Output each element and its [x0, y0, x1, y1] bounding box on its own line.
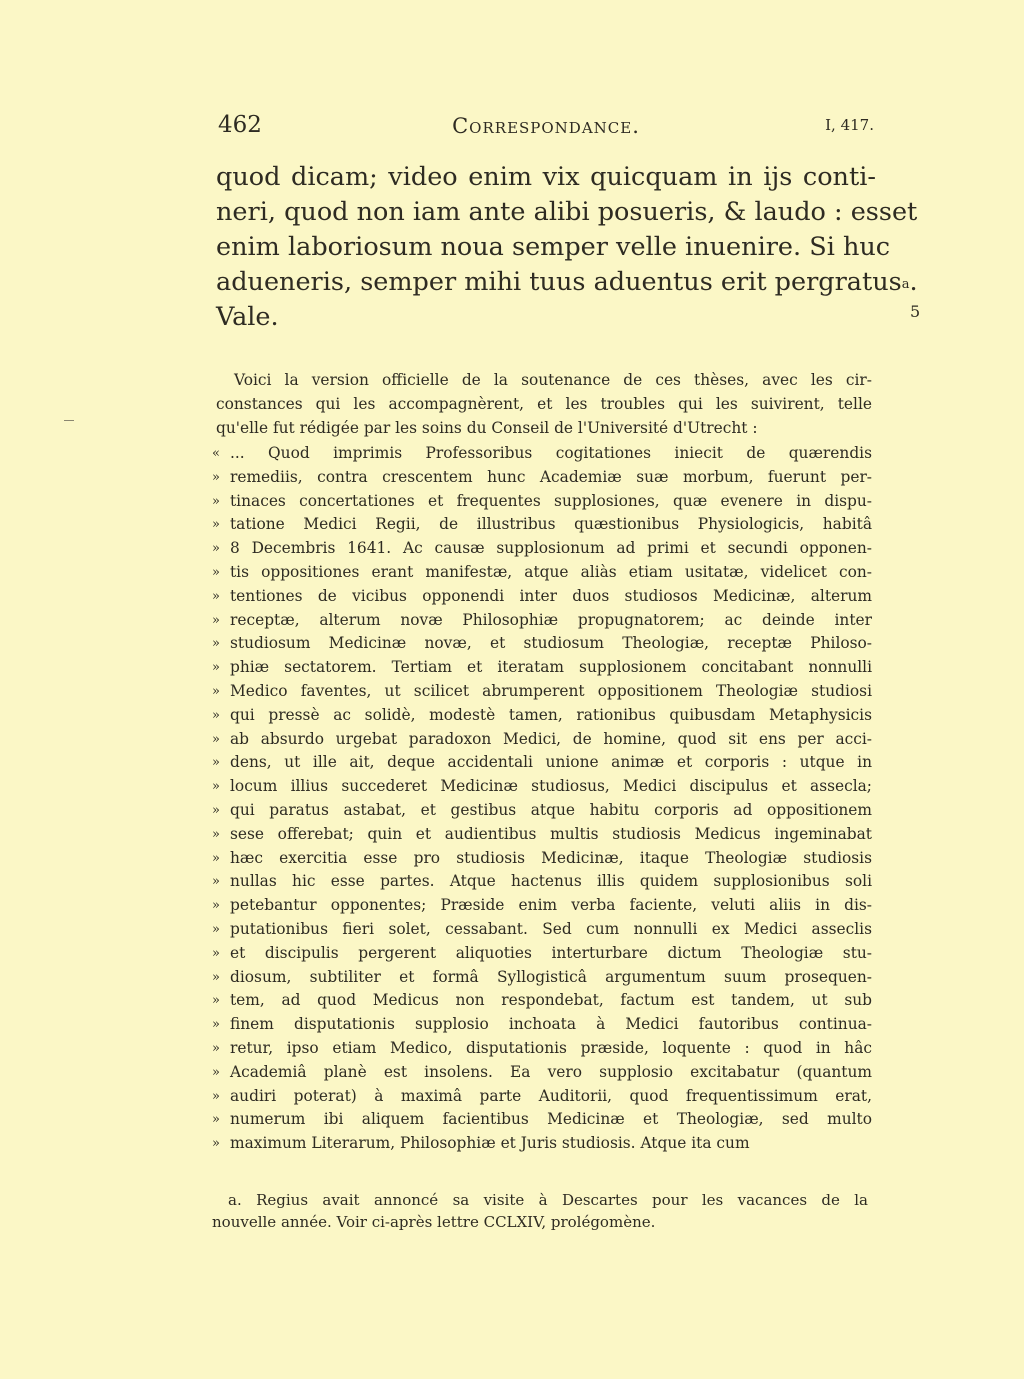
quote-line: remediis, contra crescentem hunc Academiæ suæ morbum, fuerunt per- — [230, 467, 872, 486]
quote-line: diosum, subtiliter et formâ Syllogisticâ argumentum suum prosequen- — [230, 967, 872, 986]
quote-line: receptæ, alterum novæ Philosophiæ propugnatorem; ac deinde inter — [230, 610, 872, 629]
quote-line: petebantur opponentes; Præside enim verba faciente, veluti aliis in dis- — [230, 896, 872, 915]
quote-line: qui pressè ac solidè, modestè tamen, rationibus quibusdam Metaphysicis — [230, 705, 872, 724]
quote-mark: » — [212, 802, 220, 818]
letter-text — [216, 160, 918, 335]
quote-mark: » — [212, 826, 220, 842]
quote-row — [212, 894, 872, 918]
quote-line: et discipulis pergerent aliquoties interturbare dictum Theologiæ stu- — [230, 943, 872, 962]
quote-row — [212, 1132, 872, 1156]
quote-mark: » — [212, 850, 220, 866]
quote-row — [212, 513, 872, 537]
quote-row — [212, 942, 872, 966]
page-number: 462 — [218, 112, 262, 138]
quote-row — [212, 870, 872, 894]
quote-line: nullas hic esse partes. Atque hactenus illis quidem supplosionibus soli — [230, 872, 872, 891]
quote-mark: » — [212, 493, 220, 509]
quote-row — [212, 466, 872, 490]
quote-row — [212, 1061, 872, 1085]
letter-line: enim laboriosum noua semper velle inuenire. Si huc — [216, 232, 891, 262]
quote-row — [212, 490, 872, 514]
quote-row — [212, 537, 872, 561]
quote-line: qui paratus astabat, et gestibus atque habitu corporis ad oppositionem — [230, 800, 872, 819]
letter-line: neri, quod non iam ante alibi posueris, & laudo : esset — [216, 197, 918, 227]
margin-line-number: 5 — [910, 302, 921, 321]
quote-line: studiosum Medicinæ novæ, et studiosum Theologiæ, receptæ Philoso- — [230, 634, 872, 653]
quote-mark: » — [212, 755, 220, 771]
quote-row — [212, 728, 872, 752]
quote-line: tem, ad quod Medicus non respondebat, factum est tandem, ut sub — [230, 991, 872, 1010]
quote-mark: » — [212, 921, 220, 937]
quote-line: Medico faventes, ut scilicet abrumperent oppositionem Theologiæ studiosi — [230, 681, 872, 700]
quote-row — [212, 656, 872, 680]
running-title: Correspondance. — [452, 114, 640, 138]
quote-mark: » — [212, 1040, 220, 1056]
quote-line: retur, ipso etiam Medico, disputationis præside, loquente : quod in hâc — [230, 1038, 872, 1057]
quote-mark: » — [212, 683, 220, 699]
quote-line: dens, ut ille ait, deque accidentali unione animæ et corporis : utque in — [230, 753, 872, 772]
quote-line: putationibus fieri solet, cessabant. Sed cum nonnulli ex Medici asseclis — [230, 919, 872, 938]
letter-line-punct: . — [909, 267, 918, 297]
quote-mark: » — [212, 993, 220, 1009]
quote-row — [212, 775, 872, 799]
quote-mark: » — [212, 969, 220, 985]
quote-mark: » — [212, 1064, 220, 1080]
quote-mark: » — [212, 874, 220, 890]
quote-mark: » — [212, 588, 220, 604]
quote-line: tatione Medici Regii, de illustribus quæstionibus Physiologicis, habitâ — [230, 515, 872, 534]
quoted-document — [212, 442, 872, 1156]
letter-line-text: adueneris, semper mihi tuus aduentus erit pergratus — [216, 267, 902, 297]
editor-commentary — [216, 368, 872, 440]
quote-mark: » — [212, 660, 220, 676]
quote-row — [212, 799, 872, 823]
quote-mark: » — [212, 1112, 220, 1128]
quote-row — [212, 918, 872, 942]
quote-row — [212, 966, 872, 990]
quote-row — [212, 632, 872, 656]
quote-line: hæc exercitia esse pro studiosis Medicinæ, itaque Theologiæ studiosis — [230, 848, 872, 867]
quote-mark: » — [212, 898, 220, 914]
letter-line — [216, 265, 918, 300]
commentary-line: qu'elle fut rédigée par les soins du Conseil de l'Université d'Utrecht : — [216, 419, 758, 437]
quote-mark: » — [212, 1088, 220, 1104]
quote-row — [212, 442, 872, 466]
quote-row — [212, 585, 872, 609]
quote-mark: » — [212, 469, 220, 485]
volume-reference: I, 417. — [825, 116, 874, 134]
quote-line: 8 Decembris 1641. Ac causæ supplosionum ad primi et secundi opponen- — [230, 539, 872, 558]
footnote-marker[interactable]: a — [901, 277, 910, 292]
quote-line: numerum ibi aliquem facientibus Medicinæ et Theologiæ, sed multo — [230, 1110, 872, 1129]
footnote-line: a. Regius avait annoncé sa visite à Descartes pour les vacances de la — [228, 1191, 868, 1209]
quote-mark: » — [212, 779, 220, 795]
quote-mark: « — [212, 446, 220, 461]
quote-line: maximum Literarum, Philosophiæ et Juris studiosis. Atque ita cum — [230, 1134, 750, 1153]
quote-row — [212, 704, 872, 728]
letter-line: quod dicam; video enim vix quicquam in ijs conti- — [216, 162, 876, 192]
running-header — [218, 112, 874, 144]
quote-row — [212, 989, 872, 1013]
quote-line: audiri poterat) à maximâ parte Auditorii, quod frequentissimum erat, — [230, 1086, 872, 1105]
quote-line: phiæ sectatorem. Tertiam et iteratam supplosionem concitabant nonnulli — [230, 658, 872, 677]
quote-line: ab absurdo urgebat paradoxon Medici, de homine, quod sit ens per acci- — [230, 729, 872, 748]
quote-mark: » — [212, 731, 220, 747]
quote-line: finem disputationis supplosio inchoata à Medici fautoribus continua- — [230, 1015, 872, 1034]
quote-mark: » — [212, 612, 220, 628]
quote-line: tinaces concertationes et frequentes supplosiones, quæ evenere in dispu- — [230, 491, 872, 510]
quote-line: sese offerebat; quin et audientibus multis studiosis Medicus ingeminabat — [230, 824, 872, 843]
quote-line: tentiones de vicibus opponendi inter duos studiosos Medicinæ, alterum — [230, 586, 872, 605]
quote-line: ... Quod imprimis Professoribus cogitationes iniecit de quærendis — [230, 444, 872, 462]
quote-row — [212, 609, 872, 633]
quote-row — [212, 823, 872, 847]
margin-mark — [64, 420, 74, 421]
quote-mark: » — [212, 1017, 220, 1033]
quote-row — [212, 1108, 872, 1132]
quote-line: tis oppositiones erant manifestæ, atque aliàs etiam usitatæ, videlicet con- — [230, 562, 872, 581]
quote-row — [212, 751, 872, 775]
quote-mark: » — [212, 636, 220, 652]
footnote — [212, 1189, 868, 1233]
quote-row — [212, 1013, 872, 1037]
commentary-line: constances qui les accompagnèrent, et les troubles qui les suivirent, telle — [216, 395, 872, 413]
commentary-line: Voici la version officielle de la soutenance de ces thèses, avec les cir- — [234, 371, 872, 389]
quote-row — [212, 680, 872, 704]
quote-row — [212, 1037, 872, 1061]
quote-mark: » — [212, 517, 220, 533]
quote-mark: » — [212, 707, 220, 723]
quote-line: Academiâ planè est insolens. Ea vero supplosio excitabatur (quantum — [230, 1062, 872, 1081]
footnote-line: nouvelle année. Voir ci-après lettre CCLXIV, prolégomène. — [212, 1213, 656, 1231]
quote-mark: » — [212, 1136, 220, 1152]
quote-row — [212, 561, 872, 585]
quote-mark: » — [212, 945, 220, 961]
quote-row — [212, 1085, 872, 1109]
quote-mark: » — [212, 564, 220, 580]
quote-line: locum illius succederet Medicinæ studiosus, Medici discipulus et assecla; — [230, 777, 872, 796]
quote-mark: » — [212, 541, 220, 557]
letter-line: Vale. — [216, 302, 279, 332]
quote-row — [212, 847, 872, 871]
